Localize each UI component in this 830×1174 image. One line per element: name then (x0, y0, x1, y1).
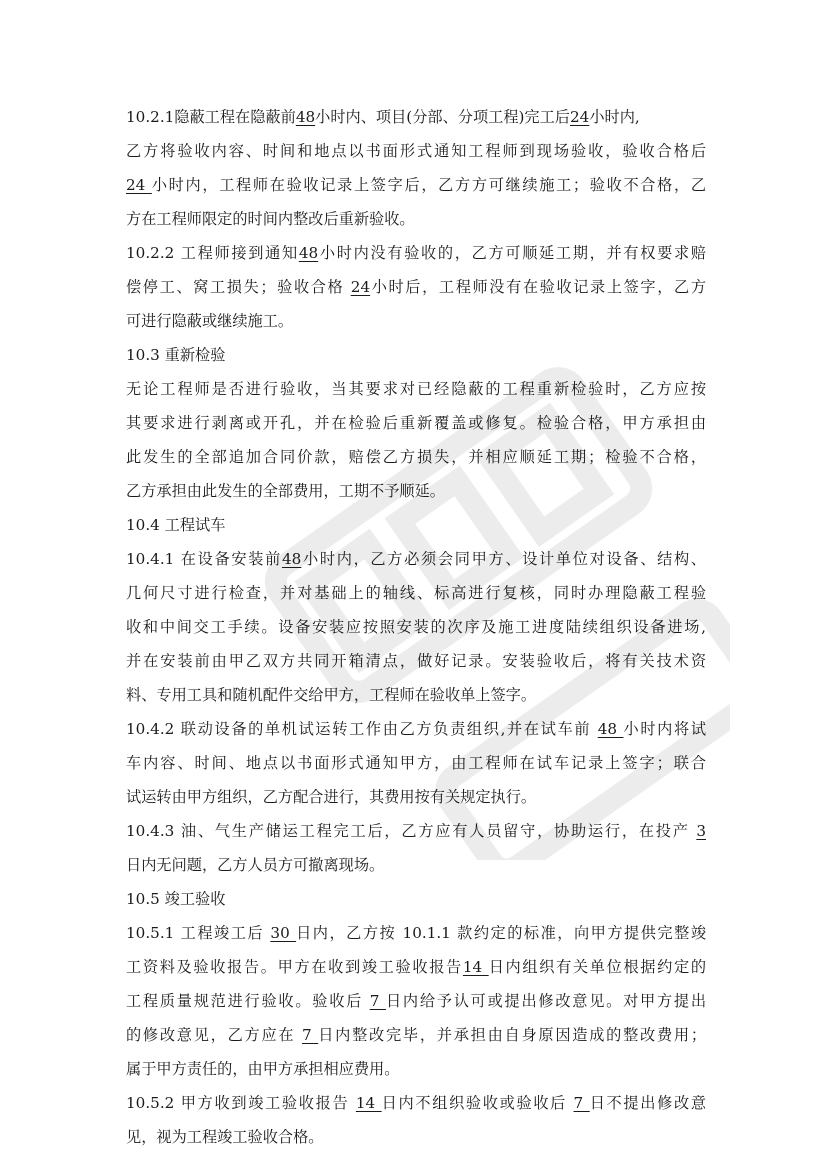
text-line (126, 1120, 706, 1154)
text-line (126, 236, 706, 270)
text-run: 日不提出修改意 (589, 1094, 706, 1112)
text-run: 工资料及验收报告。甲方在收到竣工验收报告 (126, 958, 463, 976)
text-run: 偿停工、窝工损失；验收合格 (126, 278, 351, 296)
text-run: 工程质量规范进行验收。验收后 (126, 992, 370, 1010)
text-run: 10.4 工程试车 (126, 516, 226, 534)
underlined-value: 24 (350, 278, 371, 296)
text-run: 车内容、时间、地点以书面形式通知甲方，由工程师在试车记录上签字；联合 (126, 754, 706, 772)
text-run: 10.3 重新检验 (126, 346, 226, 364)
text-run: 乙方将验收内容、时间和地点以书面形式通知工程师到现场验收，验收合格后 (126, 142, 706, 160)
text-line (126, 542, 706, 576)
text-run: 小时内将试 (623, 720, 706, 738)
text-line (126, 1086, 706, 1120)
text-run: 小时内、项目(分部、分项工程)完工后 (315, 108, 570, 126)
text-line (126, 916, 706, 950)
text-run: 日内无问题，乙方人员方可撤离现场。 (126, 856, 385, 874)
underlined-value: 14 (462, 958, 489, 976)
text-line (126, 950, 706, 984)
underlined-value: 48 (597, 720, 624, 738)
underlined-value: 48 (298, 244, 319, 262)
text-line (126, 134, 706, 168)
text-line (126, 984, 706, 1018)
text-run: 试运转由甲方组织，乙方配合进行，其费用按有关规定执行。 (126, 788, 537, 806)
text-line (126, 848, 706, 882)
text-run: 属于甲方责任的，由甲方承担相应费用。 (126, 1060, 400, 1078)
text-run: 10.4.3 油、气生产储运工程完工后，乙方应有人员留守，协助运行，在投产 (126, 822, 697, 840)
underlined-value: 7 (369, 992, 386, 1010)
document-body (126, 100, 706, 1154)
text-run: 小时内，乙方必须会同甲方、设计单位对设备、结构、 (301, 550, 706, 568)
underlined-value: 30 (270, 924, 297, 942)
text-run: 小时内没有验收的，乙方可顺延工期，并有权要求赔 (318, 244, 706, 262)
text-line (126, 270, 706, 304)
text-line (126, 576, 706, 610)
text-run: 乙方承担由此发生的全部费用，工期不予顺延。 (126, 482, 445, 500)
text-line (126, 338, 706, 372)
text-run: 小时内, (589, 108, 640, 126)
text-line (126, 100, 706, 134)
text-line (126, 1018, 706, 1052)
text-line (126, 712, 706, 746)
text-run: 的修改意见，乙方应在 (126, 1026, 302, 1044)
text-line (126, 440, 706, 474)
text-run: 10.5.1 工程竣工后 (126, 924, 271, 942)
text-run: 10.2.1隐蔽工程在隐蔽前 (126, 108, 296, 126)
text-line (126, 202, 706, 236)
text-run: 日内整改完毕，并承担由自身原因造成的整改费用； (318, 1026, 706, 1044)
text-run: 几何尺寸进行检查，并对基础上的轴线、标高进行复核，同时办理隐蔽工程验 (126, 584, 706, 602)
underlined-value: 48 (281, 550, 302, 568)
text-run: 收和中间交工手续。设备安装应按照安装的次序及施工进度陆续组织设备进场, (126, 618, 706, 636)
underlined-value: 7 (573, 1094, 590, 1112)
text-line (126, 746, 706, 780)
text-line (126, 644, 706, 678)
text-run: 10.5 竣工验收 (126, 890, 226, 908)
text-run: 小时后，工程师没有在验收记录上签字，乙方 (370, 278, 706, 296)
text-run: 料、专用工具和随机配件交给甲方，工程师在验收单上签字。 (126, 686, 537, 704)
text-run: 无论工程师是否进行验收，当其要求对已经隐蔽的工程重新检验时，乙方应按 (126, 380, 706, 398)
text-run: 10.5.2 甲方收到竣工验收报告 (126, 1094, 356, 1112)
text-run: 日内不组织验收或验收后 (381, 1094, 574, 1112)
underlined-value: 3 (696, 822, 706, 840)
text-run: 10.4.2 联动设备的单机试运转工作由乙方负责组织,并在试车前 (126, 720, 598, 738)
text-run: 10.2.2 工程师接到通知 (126, 244, 299, 262)
underlined-value: 24 (126, 176, 152, 194)
text-line (126, 168, 706, 202)
text-run: 方在工程师限定的时间内整改后重新验收。 (126, 210, 415, 228)
text-run: 此发生的全部追加合同价款，赔偿乙方损失，并相应顺延工期；检验不合格， (126, 448, 706, 466)
text-run: 其要求进行剥离或开孔，并在检验后重新覆盖或修复。检验合格，甲方承担由 (126, 414, 706, 432)
text-line (126, 304, 706, 338)
text-run: 见，视为工程竣工验收合格。 (126, 1128, 324, 1146)
text-run: 可进行隐蔽或继续施工。 (126, 312, 294, 330)
text-line (126, 372, 706, 406)
underlined-value: 7 (301, 1026, 319, 1044)
underlined-value: 14 (355, 1094, 382, 1112)
text-line (126, 814, 706, 848)
text-run: 日内，乙方按 10.1.1 款约定的标准，向甲方提供完整竣 (296, 924, 706, 942)
text-line (126, 882, 706, 916)
text-line (126, 678, 706, 712)
text-run: 并在安装前由甲乙双方共同开箱清点，做好记录。安装验收后，将有关技术资 (126, 652, 706, 670)
text-run: 小时内，工程师在验收记录上签字后，乙方方可继续施工；验收不合格，乙 (151, 176, 706, 194)
text-run: 日内组织有关单位根据约定的 (488, 958, 706, 976)
text-run: 日内给予认可或提出修改意见。对甲方提出 (385, 992, 706, 1010)
text-line (126, 610, 706, 644)
text-line (126, 406, 706, 440)
text-line (126, 508, 706, 542)
underlined-value: 48 (295, 108, 316, 126)
text-line (126, 1052, 706, 1086)
text-line (126, 780, 706, 814)
text-run: 10.4.1 在设备安装前 (126, 550, 282, 568)
text-line (126, 474, 706, 508)
underlined-value: 24 (570, 108, 590, 126)
